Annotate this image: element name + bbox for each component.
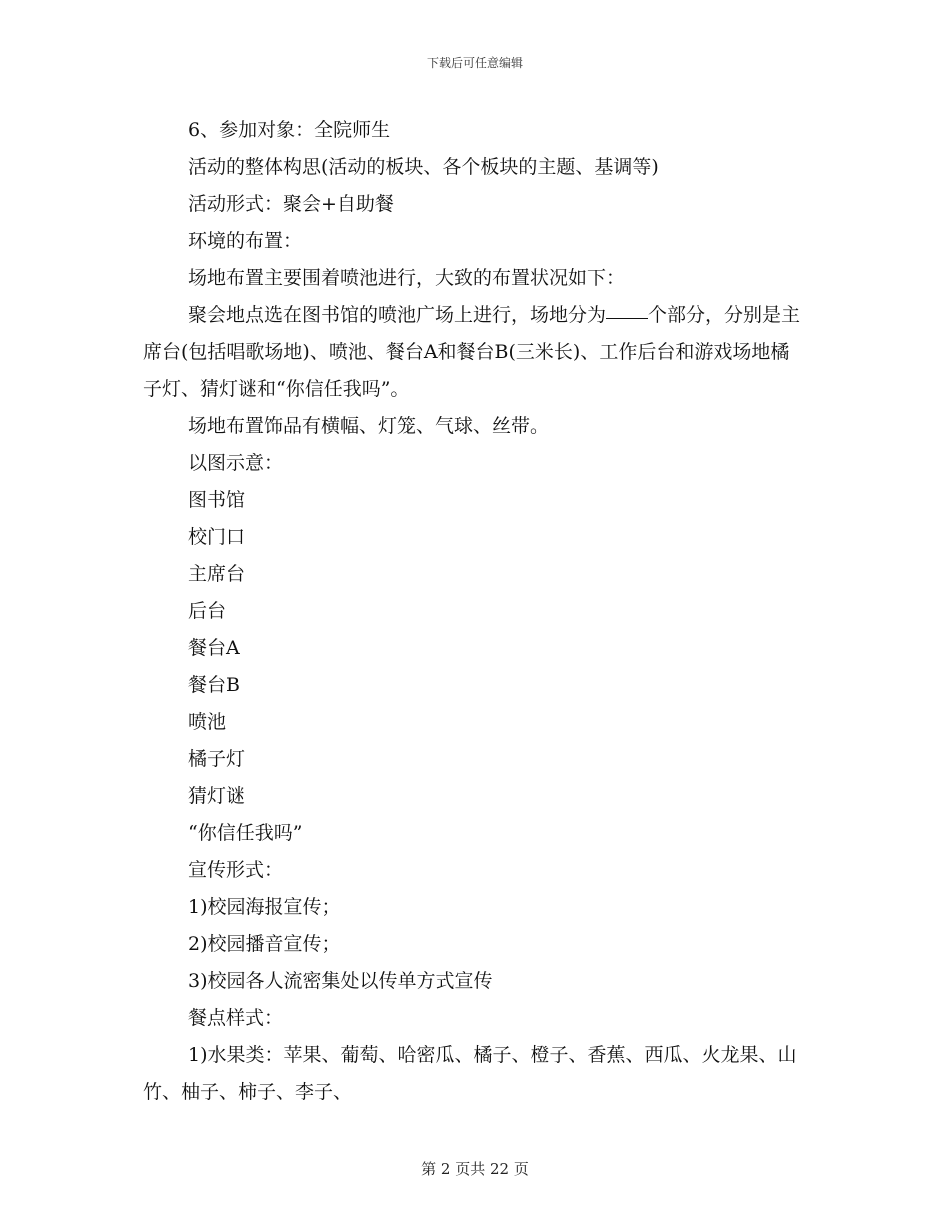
fruit-paragraph: 1)水果类：苹果、葡萄、哈密瓜、橘子、橙子、香蕉、西瓜、火龙果、山竹、柚子、柿子、李子、: [143, 1044, 797, 1103]
diagram-item: 餐台B: [188, 674, 240, 696]
overall-concept-line: 活动的整体构思(活动的板块、各个板块的主题、基调等): [188, 156, 659, 178]
venue-paragraph: [143, 297, 808, 408]
diagram-item: 餐台A: [188, 637, 240, 659]
page-header: 下载后可任意编辑: [426, 56, 523, 70]
venue-paragraph-start: 聚会地点选在图书馆的喷池广场上进行，场地分为: [188, 304, 607, 326]
page-footer: 第 2 页共 22 页: [421, 1160, 529, 1178]
catering-heading: 餐点样式：: [188, 1007, 284, 1029]
diagram-heading: 以图示意：: [188, 452, 284, 474]
promotion-item: 2)校园播音宣传；: [188, 933, 341, 955]
venue-layout-line: 场地布置主要围着喷池进行，大致的布置状况如下：: [188, 267, 626, 289]
environment-heading: 环境的布置：: [188, 230, 303, 252]
diagram-item: 橘子灯: [188, 748, 246, 770]
diagram-item: “你信任我吗”: [188, 822, 303, 844]
promotion-item: 1)校园海报宣传；: [188, 896, 341, 918]
activity-form-line: 活动形式：聚会+自助餐: [188, 193, 394, 215]
promotion-item: 3)校园各人流密集处以传单方式宣传: [188, 970, 493, 992]
promotion-heading: 宣传形式：: [188, 859, 284, 881]
diagram-item: 图书馆: [188, 489, 246, 511]
diagram-item: 猜灯谜: [188, 785, 246, 807]
participants-line: 6、参加对象：全院师生: [188, 119, 391, 141]
diagram-item: 后台: [188, 600, 227, 622]
diagram-item: 喷池: [188, 711, 227, 733]
fill-in-blank: [606, 317, 648, 319]
venue-paragraph-end: 个部分，分别是主席台(包括唱歌场地)、喷池、餐台A和餐台B(三米长)、工作后台和游戏场地橘子灯、猜灯谜和“你信任我吗”。: [143, 304, 801, 400]
diagram-item: 主席台: [188, 563, 246, 585]
diagram-item: 校门口: [188, 526, 246, 548]
document-body: [143, 112, 808, 1111]
decorations-line: 场地布置饰品有横幅、灯笼、气球、丝带。: [188, 415, 550, 437]
